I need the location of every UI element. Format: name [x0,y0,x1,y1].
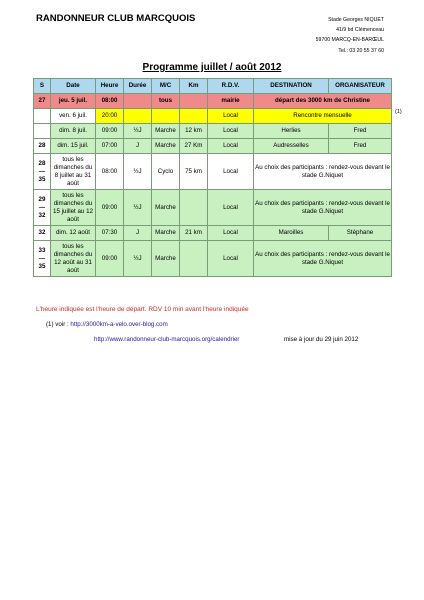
column-header: Heure [96,79,124,94]
club-name: RANDONNEUR CLUB MARCQUOIS [36,13,196,24]
calendar-link[interactable]: http://www.randonneur-club-marcquois.org/calendrier [94,336,240,343]
duration-cell [124,94,152,109]
distance-cell [180,241,208,277]
type-cell: Marche [152,190,180,226]
calendar-url-line [94,336,239,343]
column-header: M/C [152,79,180,94]
date-cell: dim. 8 juil. [51,124,96,139]
see-also-label: (1) voir : [46,321,71,328]
week-cell: 32 [34,226,51,241]
destination-cell: Au choix des participants : rendez-vous devant le stade G.Niquet [254,154,392,190]
club-address [274,15,384,56]
table-row [34,226,392,241]
date-cell: tous les dimanches du 8 juillet au 31 août [51,154,96,190]
column-header: R.D.V. [208,79,254,94]
start-time-note: L'heure indiquée est l'heure de départ. RDV 10 min avant l'heure indiquée [36,306,249,313]
column-header: S [34,79,51,94]
time-cell: 07:30 [96,226,124,241]
blog-link[interactable]: http://3000km-a-velo.over-blog.com [70,321,168,328]
meeting-cell: mairie [208,94,254,109]
date-cell: ven. 6 juil. [51,109,96,124]
see-also-line [46,321,168,328]
address-line: Stade Georges NIQUET [328,17,384,23]
meeting-cell: Local [208,154,254,190]
week-cell: 33 — 35 [34,241,51,277]
column-header: Date [51,79,96,94]
address-line: Tel.: 03 20 55 37 60 [338,47,384,54]
table-row [34,109,392,124]
type-cell: Marche [152,226,180,241]
distance-cell: 27 Km [180,139,208,154]
week-cell: 28 [34,139,51,154]
time-cell: 20:00 [96,109,124,124]
meeting-cell: Local [208,226,254,241]
distance-cell [180,94,208,109]
time-cell: 08:00 [96,154,124,190]
week-cell [34,109,51,124]
time-cell: 09:00 [96,190,124,226]
destination-cell: Au choix des participants : rendez-vous devant le stade G.Niquet [254,241,392,277]
type-cell: tous [152,94,180,109]
type-cell: Marche [152,241,180,277]
time-cell: 07:00 [96,139,124,154]
address-line: 41/9 bd Clémenceau [336,27,384,34]
column-header: DESTINATION [254,79,329,94]
destination-cell: Herlies [254,124,329,139]
meeting-cell: Local [208,139,254,154]
meeting-cell: Local [208,190,254,226]
meeting-cell: Local [208,124,254,139]
column-header: Km [180,79,208,94]
footnote-marker: (1) [395,109,402,115]
table-row [34,124,392,139]
duration-cell: J [124,139,152,154]
table-header-row [34,79,392,94]
table-row [34,139,392,154]
distance-cell: 12 km [180,124,208,139]
update-date: mise à jour du 29 juin 2012 [284,336,359,343]
week-cell: 28 — 35 [34,154,51,190]
destination-cell: départ des 3000 km de Christine [254,94,392,109]
duration-cell [124,109,152,124]
organizer-cell: Fred [329,124,392,139]
destination-cell: Rencontre mensuelle [254,109,392,124]
date-cell: dim. 12 août [51,226,96,241]
page-title: Programme juillet / août 2012 [142,62,282,73]
date-cell: tous les dimanches du 12 août au 31 août [51,241,96,277]
week-cell: 27 [34,94,51,109]
table-row [34,241,392,277]
time-cell: 09:00 [96,241,124,277]
column-header: ORGANISATEUR [329,79,392,94]
program-table [33,78,392,277]
distance-cell [180,190,208,226]
type-cell [152,109,180,124]
time-cell: 08:00 [96,94,124,109]
address-line: 59700 MARCQ-EN-BARŒUL [315,37,384,44]
time-cell: 09:00 [96,124,124,139]
distance-cell [180,109,208,124]
organizer-cell: Fred [329,139,392,154]
destination-cell: Audresselles [254,139,329,154]
duration-cell: ½J [124,154,152,190]
date-cell: dim. 15 juil. [51,139,96,154]
meeting-cell: Local [208,241,254,277]
distance-cell: 21 km [180,226,208,241]
organizer-cell: Stéphane [329,226,392,241]
distance-cell: 75 km [180,154,208,190]
column-header: Durée [124,79,152,94]
duration-cell: ½J [124,124,152,139]
destination-cell: Au choix des participants : rendez-vous devant le stade G.Niquet [254,190,392,226]
type-cell: Marche [152,124,180,139]
week-cell: 29 — 32 [34,190,51,226]
duration-cell: ½J [124,241,152,277]
meeting-cell: Local [208,109,254,124]
destination-cell: Maroilles [254,226,329,241]
date-cell: jeu. 5 juil. [51,94,96,109]
table-row [34,154,392,190]
duration-cell: ½J [124,190,152,226]
date-cell: tous les dimanches du 15 juillet au 12 août [51,190,96,226]
table-row [34,190,392,226]
type-cell: Marche [152,139,180,154]
week-cell [34,124,51,139]
type-cell: Cyclo [152,154,180,190]
duration-cell: J [124,226,152,241]
table-row [34,94,392,109]
